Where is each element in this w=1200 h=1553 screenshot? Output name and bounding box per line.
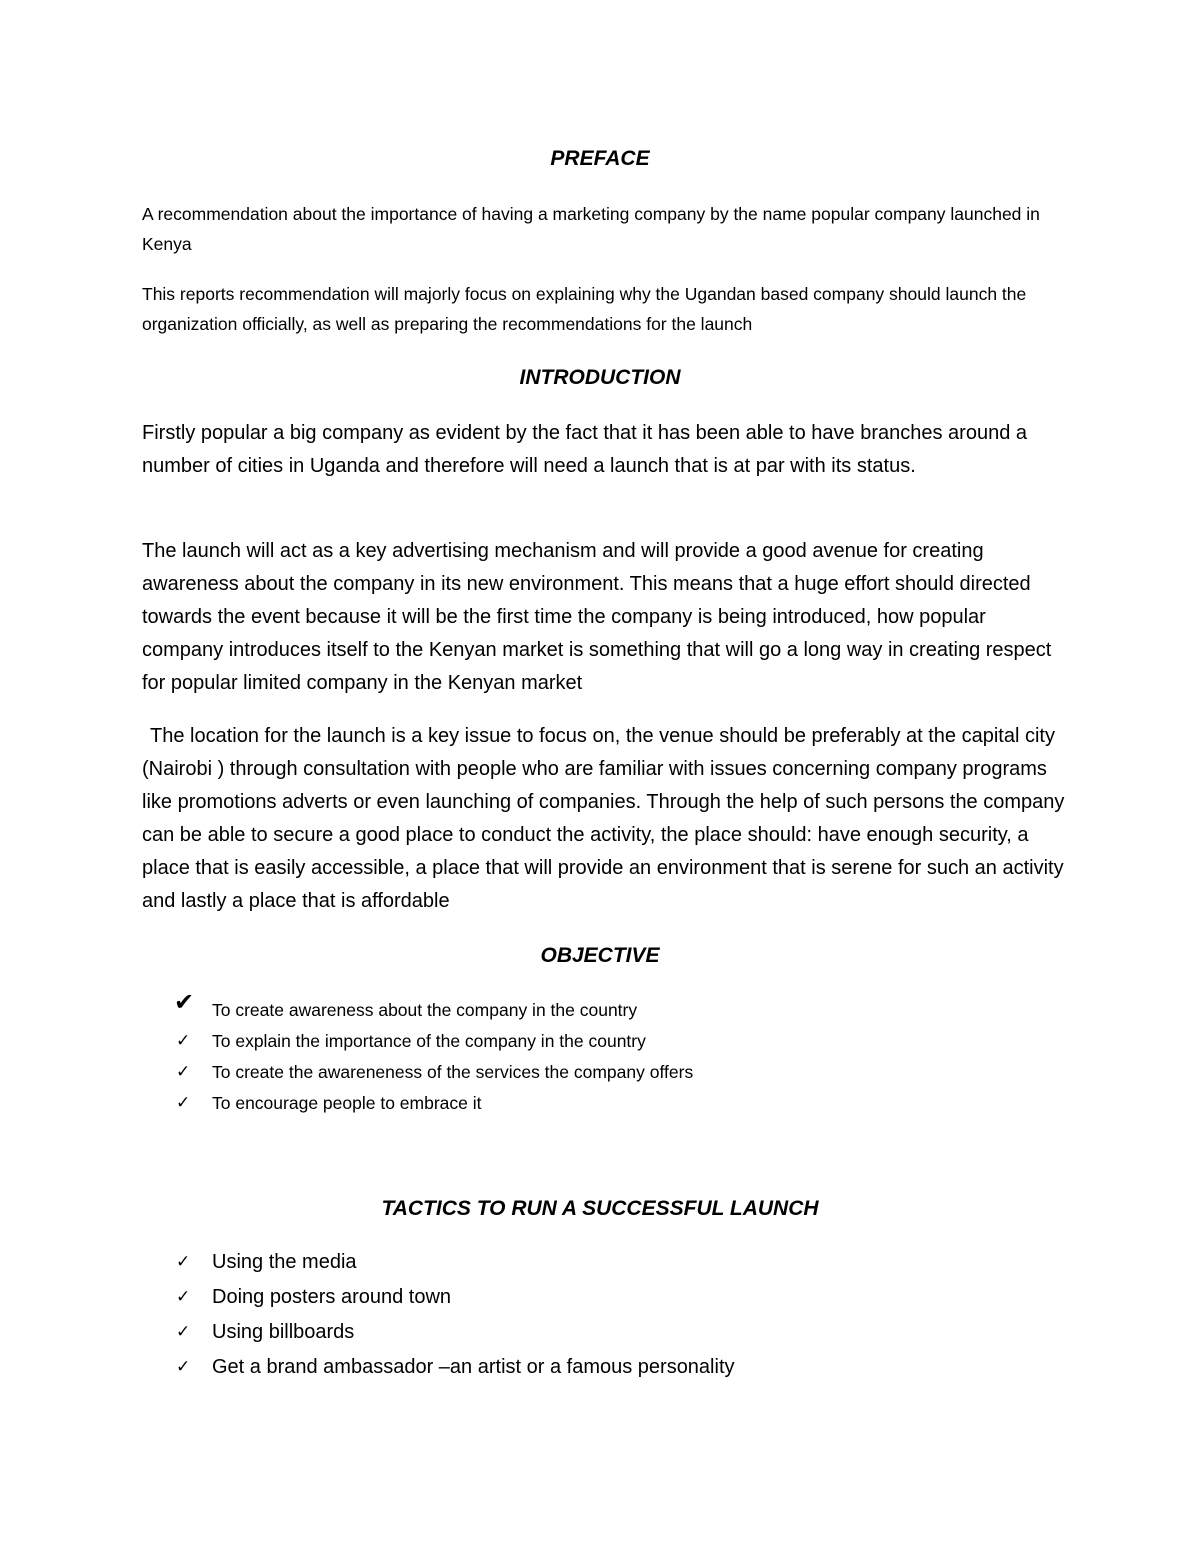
tactics-item-text: Using the media xyxy=(212,1251,357,1273)
check-mark-icon: ✓ xyxy=(176,1322,191,1342)
tactics-list xyxy=(176,1245,735,1385)
tactics-item-text: Doing posters around town xyxy=(212,1286,452,1308)
introduction-paragraph-3: The location for the launch is a key issue to focus on, the venue should be preferably at the capital city (Nairobi ) through consultation with people who are familiar with issues concerning company programs like promotions adverts or even launching of companies. Through the help of such persons the company can be able to secure a good place to conduct the activity, the place should: have enough security, a place that is easily accessible, a place that will provide an environment that is serene for such an activity and lastly a place that is affordable xyxy=(142,725,1065,912)
objective-item-text: To explain the importance of the company in the country xyxy=(212,1031,646,1051)
check-mark-icon: ✓ xyxy=(176,1031,191,1051)
preface-paragraph-2: This reports recommendation will majorly focus on explaining why the Ugandan based company should launch the organization officially, as well as preparing the recommendations for the launch xyxy=(142,284,1027,334)
list-item xyxy=(176,1026,693,1057)
check-mark-icon: ✓ xyxy=(176,1062,191,1082)
introduction-heading: INTRODUCTION xyxy=(519,366,681,389)
objective-item-text: To create the awareneness of the services the company offers xyxy=(212,1062,694,1082)
check-mark-icon: ✔ xyxy=(174,988,195,1016)
list-item xyxy=(176,1057,693,1088)
objective-item-text: To create awareness about the company in the country xyxy=(212,1000,638,1020)
list-item xyxy=(176,1088,693,1119)
list-item xyxy=(174,988,693,1026)
objective-item-text: To encourage people to embrace it xyxy=(212,1093,482,1113)
objective-list xyxy=(174,988,694,1119)
tactics-item-text: Using billboards xyxy=(212,1321,355,1343)
preface-paragraph-1: A recommendation about the importance of having a marketing company by the name popular company launched in Kenya xyxy=(142,204,1040,254)
preface-heading: PREFACE xyxy=(550,147,650,170)
check-mark-icon: ✓ xyxy=(176,1252,191,1272)
list-item xyxy=(176,1315,735,1350)
list-item xyxy=(176,1245,735,1280)
tactics-item-text: Get a brand ambassador –an artist or a famous personality xyxy=(212,1356,735,1378)
list-item xyxy=(176,1350,735,1385)
list-item xyxy=(176,1280,735,1315)
check-mark-icon: ✓ xyxy=(176,1357,191,1377)
tactics-heading: TACTICS TO RUN A SUCCESSFUL LAUNCH xyxy=(381,1197,819,1220)
check-mark-icon: ✓ xyxy=(176,1287,191,1307)
introduction-paragraph-1: Firstly popular a big company as evident by the fact that it has been able to have branches around a number of cities in Uganda and therefore will need a launch that is at par with its status. xyxy=(142,422,1027,477)
introduction-paragraph-2: The launch will act as a key advertising mechanism and will provide a good avenue for creating awareness about the company in its new environment. This means that a huge effort should directed towards the event because it will be the first time the company is being introduced, how popular company introduces itself to the Kenyan market is something that will go a long way in creating respect for popular limited company in the Kenyan market xyxy=(142,540,1052,694)
check-mark-icon: ✓ xyxy=(176,1093,191,1113)
objective-heading: OBJECTIVE xyxy=(540,944,660,967)
